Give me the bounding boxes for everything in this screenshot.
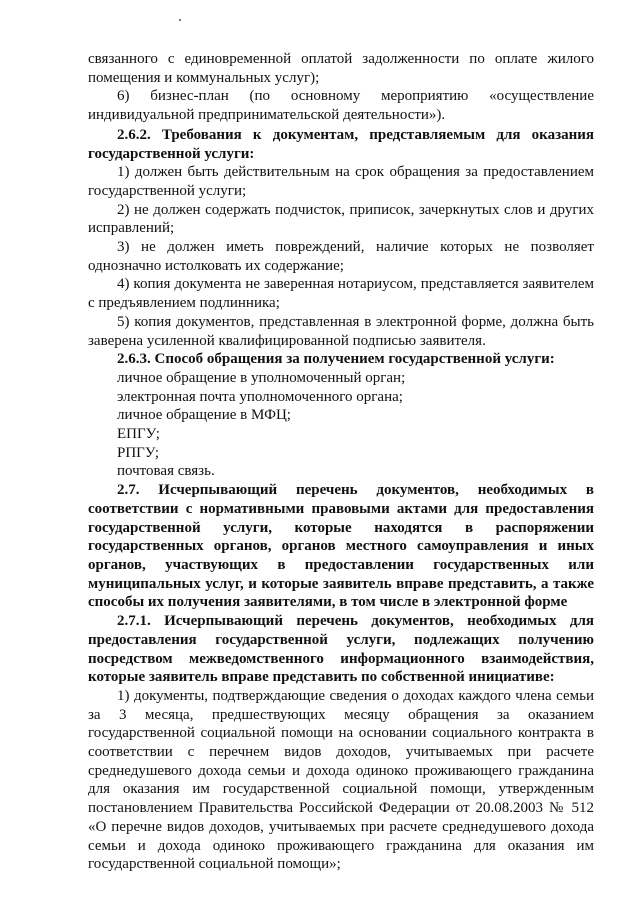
method-mfc: личное обращение в МФЦ; — [117, 407, 291, 424]
section-heading-2-6-2: 2.6.2. Требования к документам, представляемым для оказания государственной услуги: — [88, 126, 594, 162]
section-heading-2-7-1: 2.7.1. Исчерпывающий перечень документов, необходимых для предоставления государственной услуги, подлежащих получению посредством межведомственного информационного взаимодействия, которые заявитель вправе представить по собственной инициативе: — [88, 613, 594, 686]
list-item-5: 5) копия документов, представленная в электронной форме, должна быть заверена усиленной квалифицированной подписью заявителя. — [88, 313, 594, 349]
method-rpgu: РПГУ; — [117, 444, 160, 461]
section-heading-2-6-3: 2.6.3. Способ обращения за получением государственной услуги: — [117, 351, 555, 368]
method-epgu: ЕПГУ; — [117, 426, 160, 443]
list-item-4: 4) копия документа не заверенная нотариусом, представляется заявителем с предъявлением подлинника; — [88, 276, 594, 312]
section-heading-2-7: 2.7. Исчерпывающий перечень документов, необходимых в соответствии с нормативными правовыми актами для предоставления государственной услуги, которые находятся в распоряжении государственных органов, органов местного самоуправления и иных органов, участвующих в предоставлении государственных или муниципальных услуг, и которые заявитель вправе представить, а также способы их получения заявителями, в том числе в электронной форме — [88, 482, 594, 611]
paragraph-continuation: связанного с единовременной оплатой задолженности по оплате жилого помещения и коммунальных услуг); — [88, 51, 594, 86]
document-body — [88, 50, 594, 874]
method-personal-authority: личное обращение в уполномоченный орган; — [117, 369, 406, 386]
method-email: электронная почта уполномоченного органа; — [117, 388, 403, 405]
list-item-1: 1) должен быть действительным на срок обращения за предоставлением государственной услуги; — [88, 164, 594, 199]
method-post: почтовая связь. — [117, 463, 215, 480]
paragraph-business-plan: 6) бизнес-план (по основному мероприятию «осуществление индивидуальной предпринимательской деятельности»). — [88, 88, 594, 124]
scan-speck — [179, 19, 181, 21]
list-item-income-documents: 1) документы, подтверждающие сведения о доходах каждого члена семьи за 3 месяца, предшествующих месяцу обращения за оказанием государственной социальной помощи на основании социального контракта в соответствии с перечнем видов доходов, учитываемых при расчете среднедушевого дохода семьи и дохода одиноко проживающего гражданина для оказания им государственной социальной помощи, утвержденным постановлением Правительства Российской Федерации от 20.08.2003 № 512 «О перечне видов доходов, учитываемых при расчете среднедушевого дохода семьи и дохода одиноко проживающего гражданина для оказания им государственной социальной помощи»; — [88, 687, 594, 873]
list-item-3: 3) не должен иметь повреждений, наличие которых не позволяет однозначно истолковать их содержание; — [88, 239, 594, 274]
list-item-2: 2) не должен содержать подчисток, приписок, зачеркнутых слов и других исправлений; — [88, 201, 594, 237]
